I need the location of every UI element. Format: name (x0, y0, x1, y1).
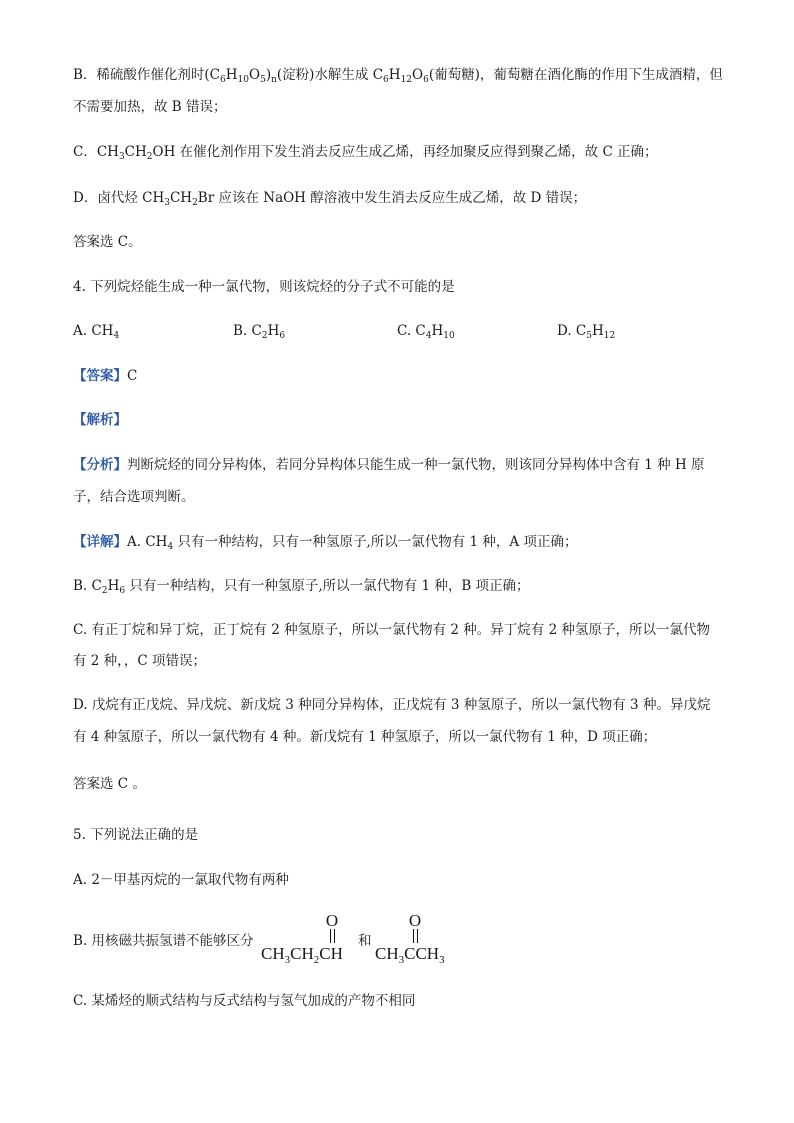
and-word: 和 (358, 933, 372, 949)
answer-q3: 答案选 C。 (73, 234, 142, 250)
detail-line-c1: C. 有正丁烷和异丁烷，正丁烷有 2 种氢原子，所以一氯代物有 2 种。异丁烷有 2 种氢原子，所以一氯代物 (73, 622, 710, 638)
q5-option-a: A. 2－甲基丙烷的一氯取代物有两种 (73, 872, 289, 888)
carbonyl-group-2: O (405, 912, 425, 943)
question-5: 5. 下列说法正确的是 (73, 827, 199, 843)
option-a: A. $CH_4$ (73, 323, 120, 341)
detail-line-d1: D. 戊烷有正戊烷、异戊烷、新戊烷 3 种同分异构体，正戊烷有 3 种氢原子，所以一氯代物有 3 种。异戊烷 (73, 697, 711, 713)
text-line-d: D．卤代烃 $CH_3CH_2Br$ 应该在 NaOH 醇溶液中发生消去反应生成乙烯，故 D 错误； (73, 190, 587, 208)
analysis-line: 【分析】判断烷烃的同分异构体，若同分异构体只能生成一种一氯代物，则该同分异构体中含有 1 种 H 原 (73, 457, 705, 473)
q5-option-c: C. 某烯烃的顺式结构与反式结构与氢气加成的产物不相同 (73, 993, 416, 1009)
q5-option-b: B. 用核磁共振氢谱不能够区分 (73, 933, 254, 949)
option-b: B. $C_2H_6$ (233, 323, 286, 341)
detail-line-b: B. $C_2H_6$ 只有一种结构，只有一种氢原子,所以一氯代物有 1 种，B 项正确； (73, 578, 530, 596)
text-line-b-cont: 不需要加热，故 B 错误； (73, 99, 227, 115)
answer-line: 【答案】C (73, 368, 138, 384)
detail-line-c2: 有 2 种，，C 项错误； (73, 653, 207, 669)
structure-acetone: $CH_3CCH_3$ (375, 944, 445, 966)
structure-propanal: $CH_3CH_2CH$ (261, 944, 343, 966)
detail-line-d2: 有 4 种氢原子，所以一氯代物有 4 种。新戊烷有 1 种氢原子，所以一氯代物有 1 种，D 项正确； (73, 729, 657, 745)
answer-q4: 答案选 C 。 (73, 776, 146, 792)
analysis-line-cont: 子，结合选项判断。 (73, 489, 195, 505)
option-d: D. $C_5H_{12}$ (557, 323, 616, 341)
analysis-header: 【解析】 (73, 412, 127, 428)
carbonyl-group-1: O (322, 912, 342, 943)
text-line-b: B．稀硫酸作催化剂时$(C_6H_{10}O_5)_n$(淀粉)水解生成 $C_6H_{12}O_6$(葡萄糖)，葡萄糖在酒化酶的作用下生成酒精，但 (73, 67, 723, 85)
answer-tag: 【答案】 (73, 368, 127, 384)
detail-line-a: 【详解】A. $CH_4$ 只有一种结构，只有一种氢原子,所以一氯代物有 1 种，A 项正确； (73, 534, 578, 552)
question-4: 4. 下列烷烃能生成一种一氯代物，则该烷烃的分子式不可能的是 (73, 279, 455, 295)
option-c: C. $C_4H_{10}$ (397, 323, 455, 341)
text-line-c: C．$CH_3CH_2OH$ 在催化剂作用下发生消去反应生成乙烯，再经加聚反应得到聚乙烯，故 C 正确； (73, 144, 658, 162)
